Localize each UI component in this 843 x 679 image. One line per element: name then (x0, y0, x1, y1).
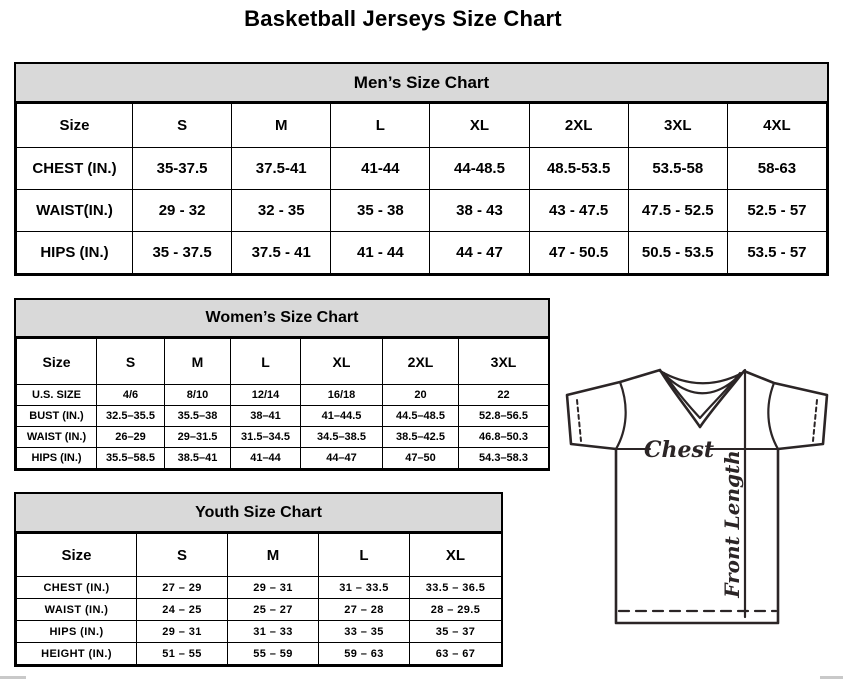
right-cuff-dashed-line (813, 400, 817, 441)
row-label: WAIST (IN.) (17, 599, 137, 621)
size-cell: 58-63 (727, 148, 826, 190)
row-label: HIPS (IN.) (17, 621, 137, 643)
column-header: XL (410, 534, 502, 577)
size-cell: 53.5 - 57 (727, 232, 826, 274)
row-label: HIPS (IN.) (17, 448, 97, 469)
size-cell: 12/14 (231, 385, 301, 406)
size-cell: 31 – 33.5 (319, 577, 410, 599)
column-header: 4XL (727, 104, 826, 148)
size-cell: 41 - 44 (331, 232, 430, 274)
mens-size-chart (14, 62, 829, 276)
size-cell: 35.5–38 (165, 406, 231, 427)
row-label: WAIST(IN.) (17, 190, 133, 232)
size-cell: 32 - 35 (232, 190, 331, 232)
table-row (17, 643, 502, 665)
page-title: Basketball Jerseys Size Chart (244, 6, 562, 31)
youth-size-chart (14, 492, 503, 667)
size-cell: 31.5–34.5 (231, 427, 301, 448)
size-cell: 29 - 32 (133, 190, 232, 232)
size-cell: 27 – 28 (319, 599, 410, 621)
size-cell: 29–31.5 (165, 427, 231, 448)
header-row (17, 339, 549, 385)
size-cell: 41–44.5 (301, 406, 383, 427)
mens-table (16, 103, 827, 274)
size-cell: 16/18 (301, 385, 383, 406)
size-cell: 47–50 (383, 448, 459, 469)
youth-table (16, 533, 502, 665)
size-cell: 44 - 47 (430, 232, 529, 274)
size-cell: 27 – 29 (137, 577, 228, 599)
column-header: L (231, 339, 301, 385)
size-cell: 51 – 55 (137, 643, 228, 665)
chest-label: Chest (643, 437, 715, 463)
size-cell: 38–41 (231, 406, 301, 427)
size-cell: 20 (383, 385, 459, 406)
table-row (17, 448, 549, 469)
size-cell: 55 – 59 (228, 643, 319, 665)
size-cell: 54.3–58.3 (459, 448, 549, 469)
size-cell: 44-48.5 (430, 148, 529, 190)
size-cell: 35-37.5 (133, 148, 232, 190)
size-cell: 47 - 50.5 (529, 232, 628, 274)
size-cell: 34.5–38.5 (301, 427, 383, 448)
size-cell: 38.5–42.5 (383, 427, 459, 448)
size-cell: 35.5–58.5 (97, 448, 165, 469)
jersey-diagram (556, 356, 840, 628)
column-header: Size (17, 534, 137, 577)
youth-table-body (17, 577, 502, 665)
column-header: L (319, 534, 410, 577)
row-label: U.S. SIZE (17, 385, 97, 406)
column-header: XL (301, 339, 383, 385)
column-header: M (165, 339, 231, 385)
size-cell: 52.5 - 57 (727, 190, 826, 232)
mens-table-title: Men’s Size Chart (16, 64, 827, 103)
header-row (17, 534, 502, 577)
size-cell: 33 – 35 (319, 621, 410, 643)
size-cell: 41-44 (331, 148, 430, 190)
column-header: 2XL (529, 104, 628, 148)
column-header: XL (430, 104, 529, 148)
size-cell: 22 (459, 385, 549, 406)
size-cell: 4/6 (97, 385, 165, 406)
womens-table-body (17, 385, 549, 469)
header-row (17, 104, 827, 148)
table-row (17, 406, 549, 427)
size-cell: 32.5–35.5 (97, 406, 165, 427)
table-row (17, 232, 827, 274)
table-row (17, 190, 827, 232)
youth-table-head (17, 534, 502, 577)
size-cell: 37.5 - 41 (232, 232, 331, 274)
column-header: Size (17, 339, 97, 385)
row-label: CHEST (IN.) (17, 148, 133, 190)
mens-table-body (17, 148, 827, 274)
size-cell: 46.8–50.3 (459, 427, 549, 448)
row-label: HIPS (IN.) (17, 232, 133, 274)
size-cell: 33.5 – 36.5 (410, 577, 502, 599)
jersey-outline (567, 370, 827, 623)
size-cell: 53.5-58 (628, 148, 727, 190)
row-label: CHEST (IN.) (17, 577, 137, 599)
left-cuff-dashed-line (577, 400, 581, 441)
womens-size-chart (14, 298, 550, 471)
womens-table-title: Women’s Size Chart (16, 300, 548, 338)
size-cell: 35 – 37 (410, 621, 502, 643)
size-cell: 29 – 31 (228, 577, 319, 599)
column-header: Size (17, 104, 133, 148)
size-cell: 31 – 33 (228, 621, 319, 643)
size-cell: 63 – 67 (410, 643, 502, 665)
size-cell: 25 – 27 (228, 599, 319, 621)
table-row (17, 621, 502, 643)
womens-table-head (17, 339, 549, 385)
column-header: M (228, 534, 319, 577)
table-row (17, 148, 827, 190)
column-header: 2XL (383, 339, 459, 385)
size-cell: 50.5 - 53.5 (628, 232, 727, 274)
row-label: BUST (IN.) (17, 406, 97, 427)
column-header: S (137, 534, 228, 577)
size-cell: 52.8–56.5 (459, 406, 549, 427)
size-cell: 48.5-53.5 (529, 148, 628, 190)
size-cell: 28 – 29.5 (410, 599, 502, 621)
size-cell: 37.5-41 (232, 148, 331, 190)
left-armhole-seam (616, 382, 626, 449)
table-row (17, 385, 549, 406)
column-header: L (331, 104, 430, 148)
row-label: WAIST (IN.) (17, 427, 97, 448)
size-cell: 41–44 (231, 448, 301, 469)
column-header: M (232, 104, 331, 148)
size-cell: 8/10 (165, 385, 231, 406)
size-cell: 35 - 38 (331, 190, 430, 232)
mens-table-head (17, 104, 827, 148)
size-cell: 59 – 63 (319, 643, 410, 665)
table-row (17, 427, 549, 448)
womens-table (16, 338, 549, 469)
table-row (17, 577, 502, 599)
column-header: 3XL (628, 104, 727, 148)
size-cell: 47.5 - 52.5 (628, 190, 727, 232)
column-header: S (133, 104, 232, 148)
size-cell: 44–47 (301, 448, 383, 469)
size-cell: 24 – 25 (137, 599, 228, 621)
size-cell: 35 - 37.5 (133, 232, 232, 274)
table-row (17, 599, 502, 621)
size-cell: 44.5–48.5 (383, 406, 459, 427)
size-cell: 29 – 31 (137, 621, 228, 643)
size-cell: 26–29 (97, 427, 165, 448)
size-cell: 38.5–41 (165, 448, 231, 469)
column-header: 3XL (459, 339, 549, 385)
size-cell: 38 - 43 (430, 190, 529, 232)
right-armhole-seam (768, 383, 778, 449)
size-cell: 43 - 47.5 (529, 190, 628, 232)
column-header: S (97, 339, 165, 385)
front-length-label: Front Length (720, 450, 744, 598)
row-label: HEIGHT (IN.) (17, 643, 137, 665)
youth-table-title: Youth Size Chart (16, 494, 501, 533)
